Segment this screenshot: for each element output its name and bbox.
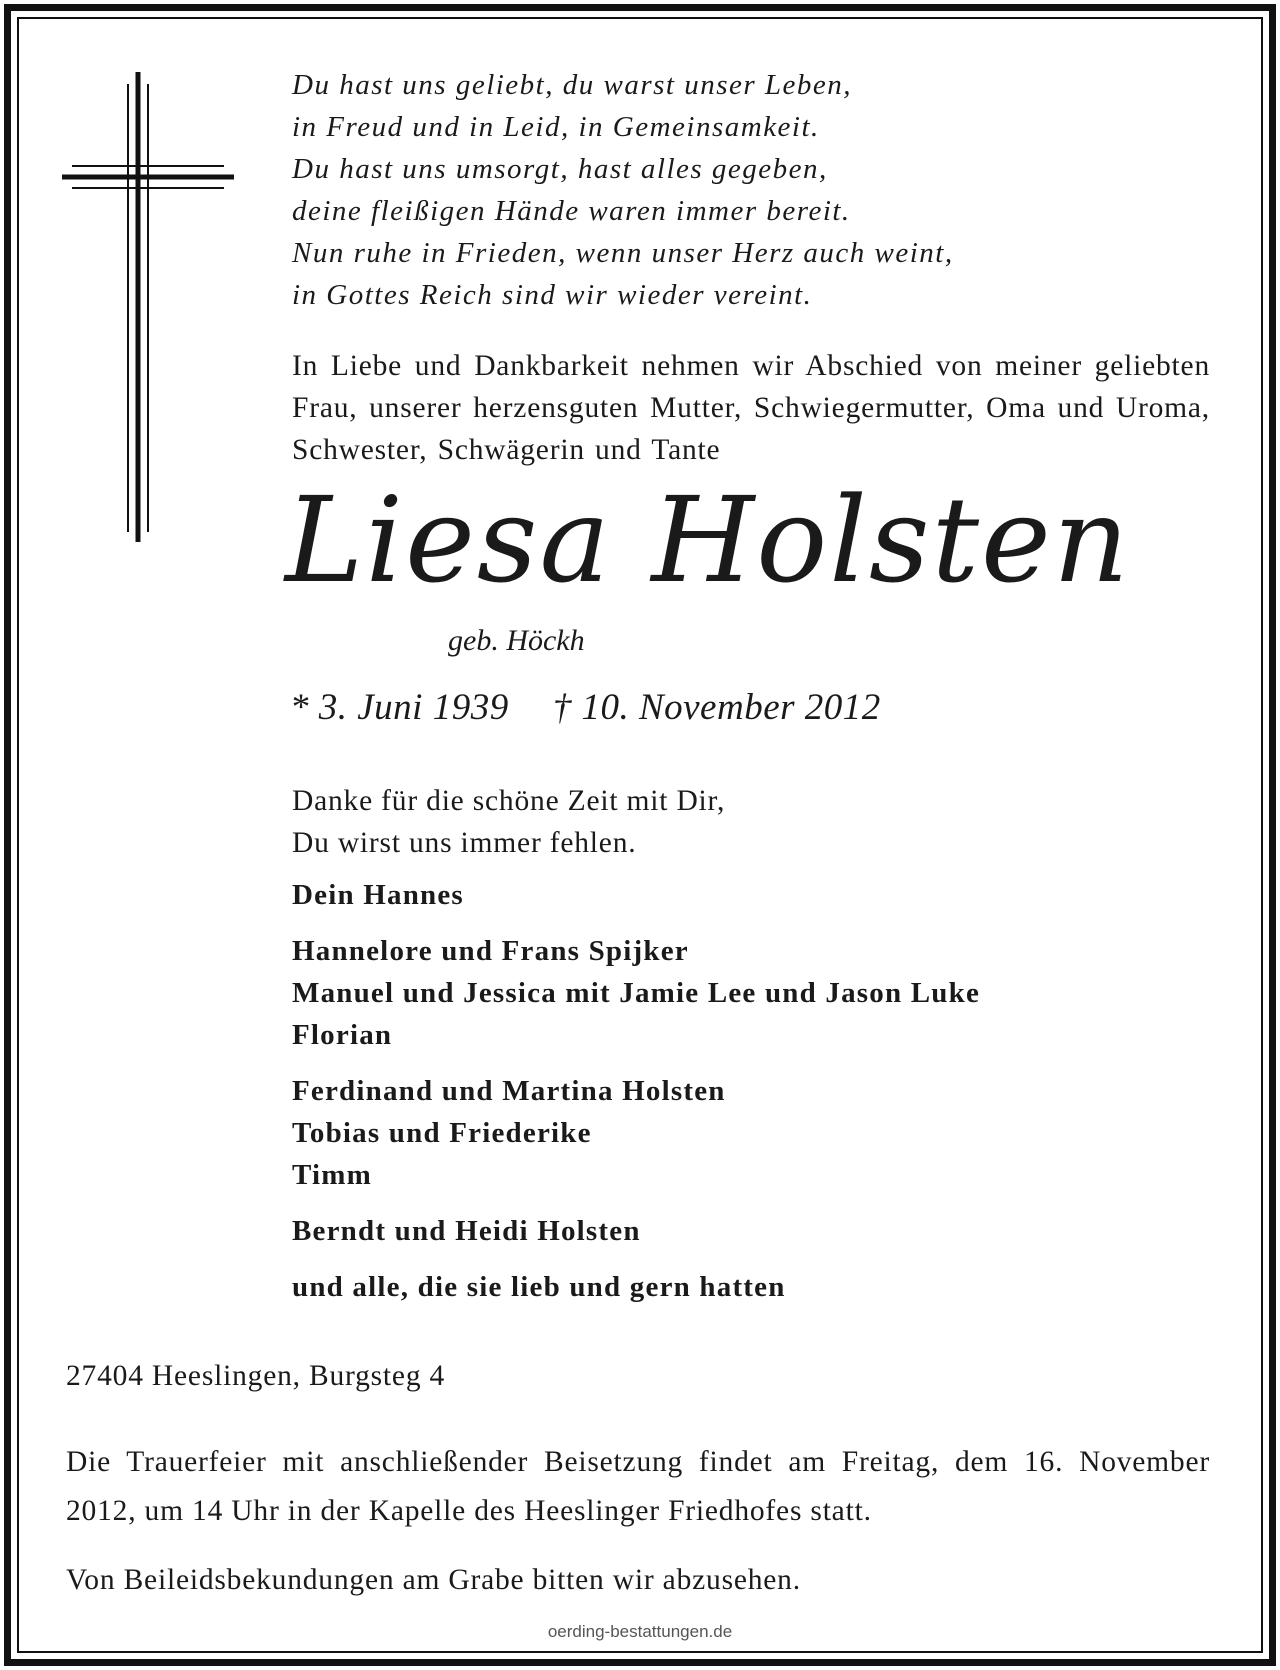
poem-line: Du hast uns geliebt, du warst unser Leben, [292, 69, 853, 101]
mourner-line: Timm [292, 1159, 372, 1191]
poem-line: deine fleißigen Hände waren immer bereit. [292, 195, 851, 227]
mourner-line: Ferdinand und Martina Holsten [292, 1075, 726, 1107]
birth-date: * 3. Juni 1939 [290, 687, 509, 728]
mourner-line: Hannelore und Frans Spijker [292, 935, 689, 967]
poem-line: in Freud und in Leid, in Gemeinsamkeit. [292, 111, 820, 143]
poem-line: Nun ruhe in Frieden, wenn unser Herz auch weint, [292, 237, 954, 269]
thanks-text [292, 780, 725, 864]
mourner-line: Dein Hannes [292, 879, 464, 911]
mourner-group [292, 930, 980, 1056]
source-credit: oerding-bestattungen.de [547, 1622, 733, 1641]
mourner-group [292, 1210, 980, 1252]
mourner-line: Berndt und Heidi Holsten [292, 1215, 641, 1247]
cross-icon [62, 72, 234, 542]
death-date: † 10. November 2012 [552, 687, 881, 728]
mourner-line: Manuel und Jessica mit Jamie Lee und Jason Luke [292, 977, 981, 1009]
deceased-name: Liesa Holsten [285, 471, 1131, 609]
thanks-line: Danke für die schöne Zeit mit Dir, [292, 785, 726, 817]
funeral-details: Die Trauerfeier mit anschließender Beisetzung findet am Freitag, dem 16. November 2012, um 14 Uhr in der Kapelle des Heeslinger Friedhofes statt. [66, 1446, 1210, 1527]
farewell-text: In Liebe und Dankbarkeit nehmen wir Abschied von meiner geliebten Frau, unserer herzensguten Mutter, Schwiegermutter, Oma und Uroma, Schwester, Schwägerin und Tante [292, 350, 1210, 466]
mourner-line: Tobias und Friederike [292, 1117, 592, 1149]
mourner-group [292, 1266, 980, 1308]
mourner-group [292, 1070, 980, 1196]
mourners-list [292, 874, 980, 1322]
mourner-line: und alle, die sie lieb und gern hatten [292, 1271, 786, 1303]
maiden-name: geb. Höckh [448, 624, 585, 657]
poem-line: in Gottes Reich sind wir wieder vereint. [292, 279, 813, 311]
mourner-line: Florian [292, 1019, 393, 1051]
address: 27404 Heeslingen, Burgsteg 4 [66, 1360, 446, 1392]
thanks-line: Du wirst uns immer fehlen. [292, 827, 637, 859]
poem [292, 64, 1232, 316]
life-dates [290, 686, 881, 729]
condolence-notice: Von Beileidsbekundungen am Grabe bitten wir abzusehen. [66, 1564, 801, 1596]
poem-line: Du hast uns umsorgt, hast alles gegeben, [292, 153, 828, 185]
mourner-group [292, 874, 980, 916]
